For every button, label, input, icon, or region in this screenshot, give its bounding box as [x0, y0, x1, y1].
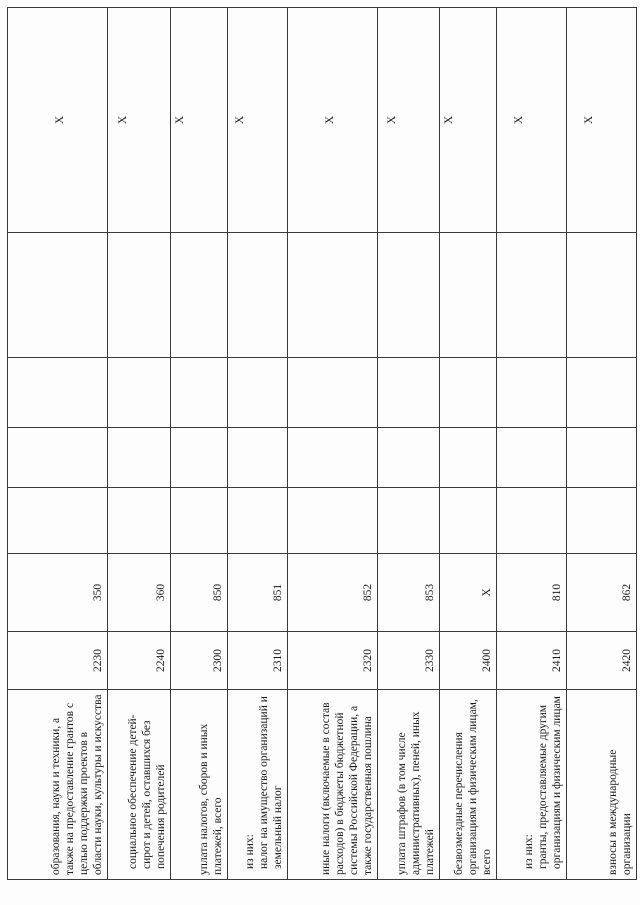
cell-empty — [8, 488, 108, 554]
row-name: иные налоги (включаемые в состав расходов) в бюджеты бюджетной системы Российской Федерации, а также государственная пошлина — [288, 690, 378, 880]
cell-empty — [8, 233, 108, 358]
row-mark: X — [288, 8, 378, 233]
table-row — [440, 8, 497, 880]
cell-empty — [228, 488, 288, 554]
cell-empty — [567, 488, 637, 554]
cell-empty — [378, 488, 440, 554]
row-name: уплата налогов, сборов и иных платежей, всего — [171, 690, 228, 880]
row-kosgu: 851 — [228, 554, 288, 632]
row-kosgu: X — [440, 554, 497, 632]
row-code: 2240 — [108, 632, 171, 690]
row-name: социальное обеспечение детей-сирот и детей, оставшихся без попечения родителей — [108, 690, 171, 880]
row-mark: X — [171, 8, 228, 233]
cell-empty — [440, 358, 497, 428]
cell-empty — [171, 358, 228, 428]
cell-empty — [497, 233, 567, 358]
cell-empty — [228, 233, 288, 358]
row-mark: X — [440, 8, 497, 233]
row-kosgu: 862 — [567, 554, 637, 632]
row-kosgu: 350 — [8, 554, 108, 632]
table-row — [497, 8, 567, 880]
row-kosgu: 853 — [378, 554, 440, 632]
row-name: из них: гранты, предоставляемые другим организациям и физическим лицам — [497, 690, 567, 880]
cell-empty — [378, 233, 440, 358]
row-name: уплата штрафов (в том числе административных), пеней, иных платежей — [378, 690, 440, 880]
row-code: 2330 — [378, 632, 440, 690]
cell-empty — [378, 428, 440, 488]
row-code: 2320 — [288, 632, 378, 690]
row-mark: X — [108, 8, 171, 233]
row-mark: X — [8, 8, 108, 233]
row-code: 2400 — [440, 632, 497, 690]
row-kosgu: 810 — [497, 554, 567, 632]
cell-empty — [108, 428, 171, 488]
cell-empty — [288, 488, 378, 554]
cell-empty — [440, 233, 497, 358]
cell-empty — [8, 358, 108, 428]
cell-empty — [171, 233, 228, 358]
cell-empty — [228, 428, 288, 488]
cell-empty — [440, 428, 497, 488]
row-kosgu: 852 — [288, 554, 378, 632]
cell-empty — [288, 358, 378, 428]
row-name: из них: налог на имущество организаций и земельный налог — [228, 690, 288, 880]
table-row — [228, 8, 288, 880]
table-row — [378, 8, 440, 880]
cell-empty — [171, 488, 228, 554]
table-body — [8, 8, 637, 880]
table-row — [8, 8, 108, 880]
row-code: 2300 — [171, 632, 228, 690]
cell-empty — [567, 428, 637, 488]
row-code: 2310 — [228, 632, 288, 690]
cell-empty — [378, 358, 440, 428]
row-mark: X — [497, 8, 567, 233]
expenditure-table — [7, 7, 637, 880]
table-row — [288, 8, 378, 880]
cell-empty — [288, 428, 378, 488]
cell-empty — [108, 358, 171, 428]
row-mark: X — [378, 8, 440, 233]
row-code: 2420 — [567, 632, 637, 690]
cell-empty — [567, 358, 637, 428]
row-name: безвозмездные перечисления организациям и физическим лицам, всего — [440, 690, 497, 880]
row-kosgu: 360 — [108, 554, 171, 632]
table-row — [567, 8, 637, 880]
cell-empty — [497, 358, 567, 428]
cell-empty — [171, 428, 228, 488]
cell-empty — [567, 233, 637, 358]
row-mark: X — [567, 8, 637, 233]
cell-empty — [108, 233, 171, 358]
table-row — [108, 8, 171, 880]
cell-empty — [440, 488, 497, 554]
cell-empty — [497, 488, 567, 554]
cell-empty — [228, 358, 288, 428]
cell-empty — [497, 428, 567, 488]
table-row — [171, 8, 228, 880]
row-name: взносы в международные организации — [567, 690, 637, 880]
row-code: 2230 — [8, 632, 108, 690]
cell-empty — [108, 488, 171, 554]
row-code: 2410 — [497, 632, 567, 690]
rotated-table-wrapper — [7, 8, 633, 880]
cell-empty — [8, 428, 108, 488]
row-name: образования, науки и техники, а также на предоставление грантов с целью поддержки проектов в области науки, культуры и искусства — [8, 690, 108, 880]
row-mark: X — [228, 8, 288, 233]
cell-empty — [288, 233, 378, 358]
row-kosgu: 850 — [171, 554, 228, 632]
